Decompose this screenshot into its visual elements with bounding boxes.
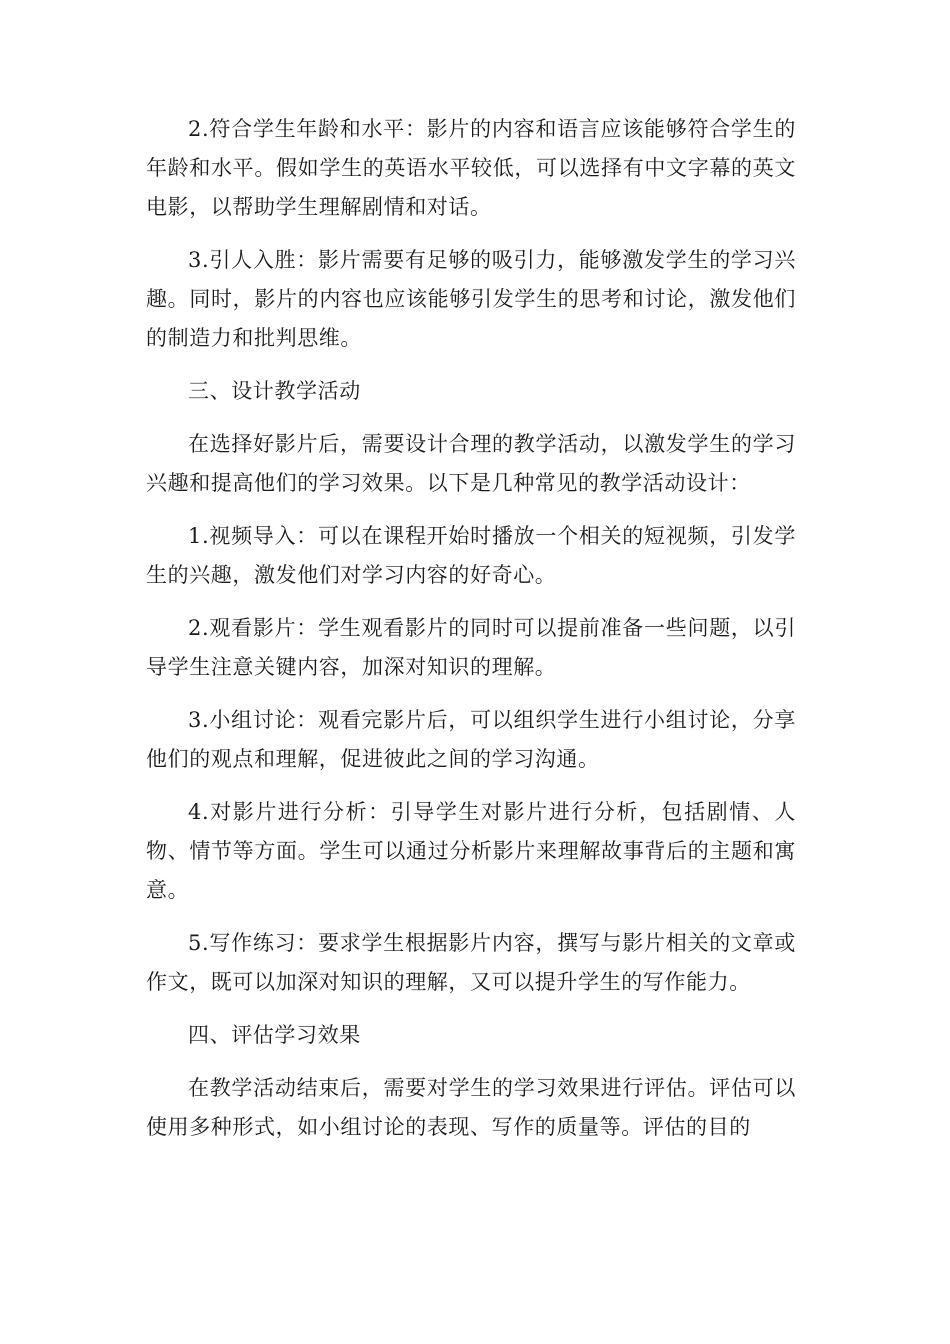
document-body: [146, 110, 796, 1161]
paragraph-activity-film-analysis: 4.对影片进行分析：引导学生对影片进行分析，包括剧情、人物、情节等方面。学生可以通过分析影片来理解故事背后的主题和寓意。: [146, 800, 796, 902]
paragraph-item-3-engaging: 3.引人入胜：影片需要有足够的吸引力，能够激发学生的学习兴趣。同时，影片的内容也应该能够引发学生的思考和讨论，激发他们的制造力和批判思维。: [146, 248, 796, 350]
paragraph-activity-watch-film: 2.观看影片：学生观看影片的同时可以提前准备一些问题，以引导学生注意关键内容，加深对知识的理解。: [146, 616, 796, 679]
paragraph-activity-video-intro: 1.视频导入：可以在课程开始时播放一个相关的短视频，引发学生的兴趣，激发他们对学习内容的好奇心。: [146, 524, 796, 587]
section-heading-assess-effect: 四、评估学习效果: [188, 1023, 361, 1047]
paragraph-activity-writing: 5.写作练习：要求学生根据影片内容，撰写与影片相关的文章或作文，既可以加深对知识的理解，又可以提升学生的写作能力。: [146, 931, 796, 994]
paragraph-activities-intro: 在选择好影片后，需要设计合理的教学活动，以激发学生的学习兴趣和提高他们的学习效果。以下是几种常见的教学活动设计：: [146, 432, 796, 495]
paragraph-assessment: 在教学活动结束后，需要对学生的学习效果进行评估。评估可以使用多种形式，如小组讨论的表现、写作的质量等。评估的目的: [146, 1076, 796, 1139]
paragraph-activity-group-discussion: 3.小组讨论：观看完影片后，可以组织学生进行小组讨论，分享他们的观点和理解，促进彼此之间的学习沟通。: [146, 708, 796, 771]
paragraph-item-2-age-level: 2.符合学生年龄和水平：影片的内容和语言应该能够符合学生的年龄和水平。假如学生的英语水平较低，可以选择有中文字幕的英文电影，以帮助学生理解剧情和对话。: [146, 117, 796, 219]
section-heading-design-activities: 三、设计教学活动: [188, 379, 361, 403]
